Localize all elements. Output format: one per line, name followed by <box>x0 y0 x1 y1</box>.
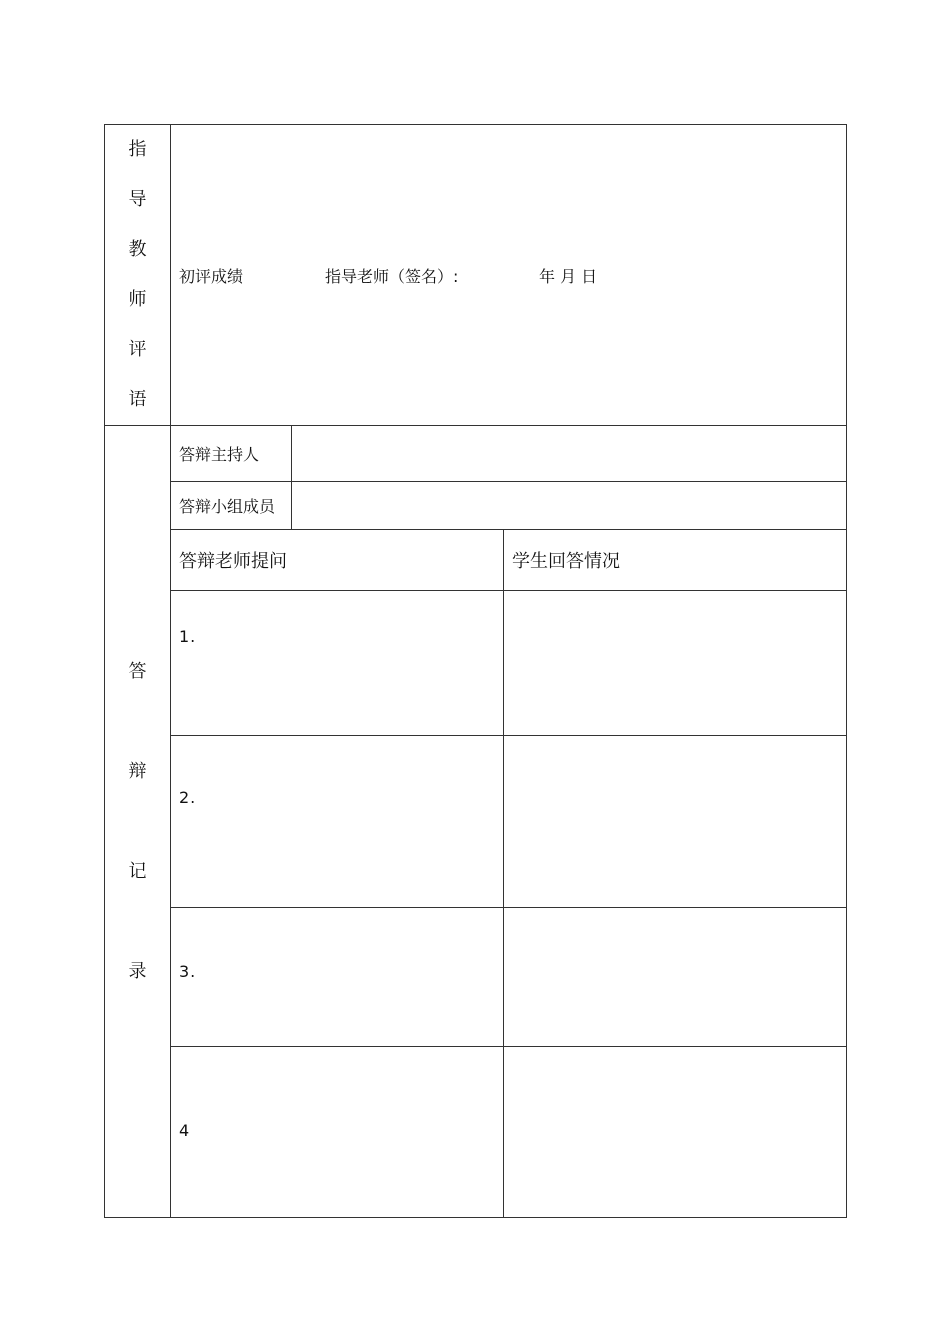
question-number: 3. <box>179 962 197 981</box>
signature-label: 指导老师（签名）: <box>325 266 459 286</box>
qa-row <box>105 1047 847 1218</box>
defense-record-form <box>104 124 847 1218</box>
defense-record-label <box>105 426 171 1218</box>
label-char: 师 <box>128 289 147 310</box>
question-number: 4 <box>179 1121 191 1140</box>
question-cell[interactable] <box>171 1047 504 1218</box>
qa-header-row <box>105 530 847 591</box>
host-field[interactable] <box>292 426 847 482</box>
answer-cell[interactable] <box>504 591 847 736</box>
question-header: 答辩老师提问 <box>171 530 504 591</box>
qa-row <box>105 736 847 908</box>
qa-row <box>105 908 847 1047</box>
label-char: 语 <box>128 389 147 410</box>
members-field[interactable] <box>292 482 847 530</box>
label-char: 辩 <box>128 760 147 782</box>
host-row <box>105 426 847 482</box>
question-number: 1. <box>179 627 197 646</box>
answer-cell[interactable] <box>504 1047 847 1218</box>
question-cell[interactable] <box>171 736 504 908</box>
members-row <box>105 482 847 530</box>
qa-row <box>105 591 847 736</box>
label-char: 评 <box>128 339 147 360</box>
advisor-comment-label <box>105 125 171 426</box>
answer-cell[interactable] <box>504 908 847 1047</box>
label-char: 指 <box>128 139 147 160</box>
label-char: 导 <box>128 189 147 210</box>
date-label: 年 月 日 <box>539 266 598 286</box>
answer-header: 学生回答情况 <box>504 530 847 591</box>
host-label: 答辩主持人 <box>171 426 292 482</box>
members-label: 答辩小组成员 <box>171 482 292 530</box>
label-char: 记 <box>128 860 147 882</box>
label-char: 答 <box>128 660 147 682</box>
question-number: 2. <box>179 788 197 807</box>
advisor-comment-row <box>105 125 847 426</box>
answer-cell[interactable] <box>504 736 847 908</box>
label-char: 教 <box>128 239 147 260</box>
advisor-comment-field[interactable] <box>171 125 847 426</box>
initial-score-label: 初评成绩 <box>179 266 244 286</box>
question-cell[interactable] <box>171 591 504 736</box>
label-char: 录 <box>128 960 147 982</box>
advisor-signature-line <box>171 264 846 287</box>
question-cell[interactable] <box>171 908 504 1047</box>
